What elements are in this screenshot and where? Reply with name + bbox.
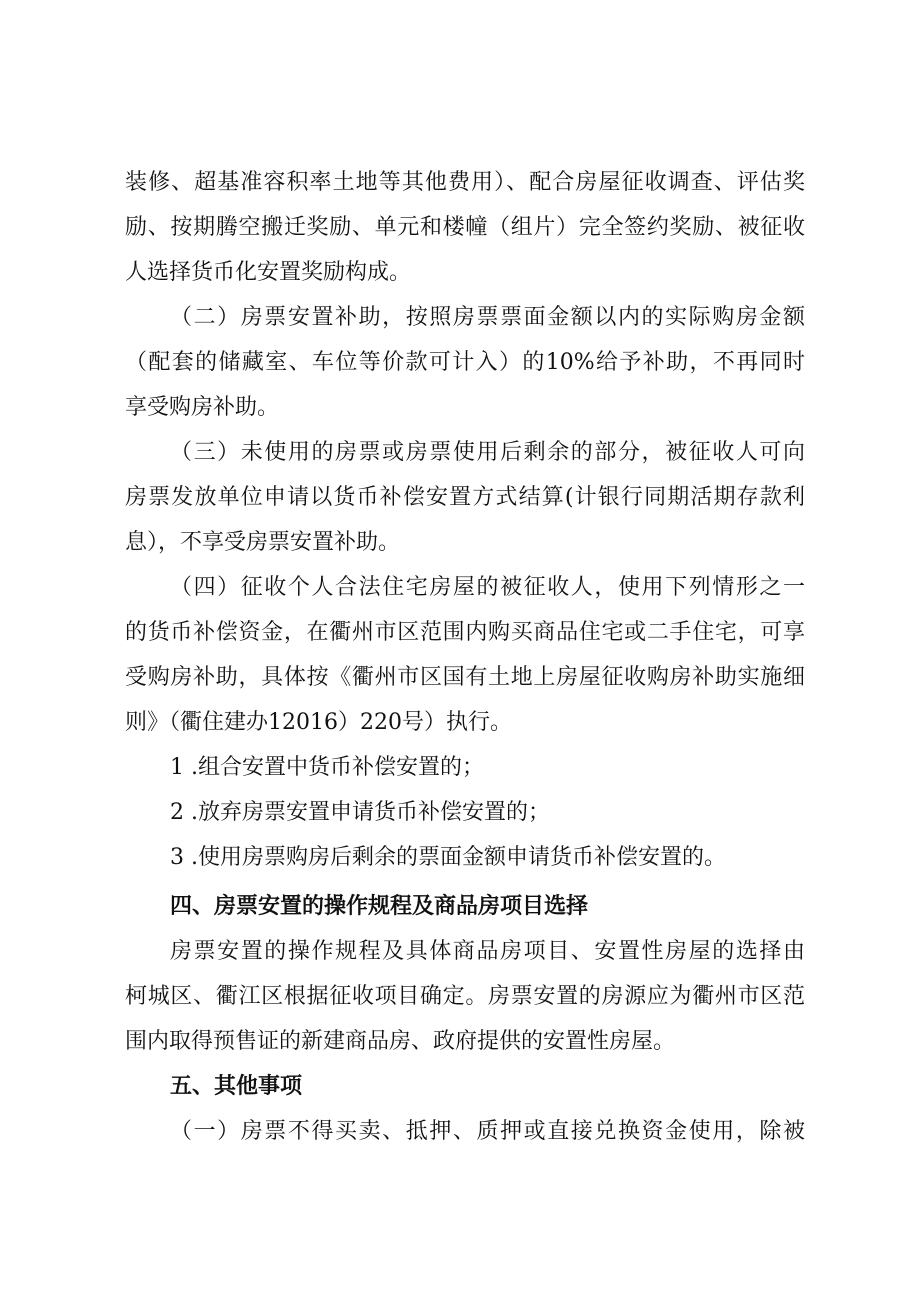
section-4-line-2: 柯城区、衢江区根据征收项目确定。房票安置的房源应为衢州市区范 [125, 984, 805, 1009]
paragraph-3-line-1: （三）未使用的房票或房票使用后剩余的部分，被征收人可向 [170, 440, 805, 465]
paragraph-4-line-2: 的货币补偿资金，在衢州市区范围内购买商品住宅或二手住宅，可享 [125, 620, 805, 645]
paragraph-3-line-3: 息），不享受房票安置补助。 [125, 530, 401, 555]
paragraph-4-line-1: （四）征收个人合法住宅房屋的被征收人，使用下列情形之一 [170, 575, 805, 600]
paragraph-2-line-3: 享受购房补助。 [125, 395, 280, 420]
section-5-line-1: （一）房票不得买卖、抵押、质押或直接兑换资金使用，除被 [170, 1119, 805, 1144]
list-item-1: 1 .组合安置中货币补偿安置的； [170, 755, 484, 780]
paragraph-1-line-3: 人选择货币化安置奖励构成。 [125, 260, 412, 285]
paragraph-4-line-4: 则》（衢住建办12016）220号）执行。 [125, 710, 512, 735]
section-4-line-3: 围内取得预售证的新建商品房、政府提供的安置性房屋。 [125, 1029, 676, 1054]
paragraph-2-line-1: （二）房票安置补助，按照房票票面金额以内的实际购房金额 [170, 305, 805, 330]
paragraph-2-line-2: （配套的储藏室、车位等价款可计入）的10%给予补助，不再同时 [125, 350, 805, 375]
list-item-3: 3 .使用房票购房后剩余的票面金额申请货币补偿安置的。 [170, 845, 726, 870]
section-5-heading: 五、其他事项 [170, 1074, 303, 1099]
paragraph-1-line-2: 励、按期腾空搬迁奖励、单元和楼幢（组片）完全签约奖励、被征收 [125, 215, 805, 240]
list-item-2: 2 .放弃房票安置申请货币补偿安置的； [170, 800, 550, 825]
section-4-line-1: 房票安置的操作规程及具体商品房项目、安置性房屋的选择由 [170, 939, 805, 964]
paragraph-3-line-2: 房票发放单位申请以货币补偿安置方式结算(计银行同期活期存款利 [125, 485, 805, 510]
paragraph-4-line-3: 受购房补助，具体按《衢州市区国有土地上房屋征收购房补助实施细 [125, 665, 805, 690]
paragraph-1-line-1: 装修、超基准容积率土地等其他费用）、配合房屋征收调查、评估奖 [125, 170, 805, 195]
section-4-heading: 四、房票安置的操作规程及商品房项目选择 [170, 894, 589, 919]
